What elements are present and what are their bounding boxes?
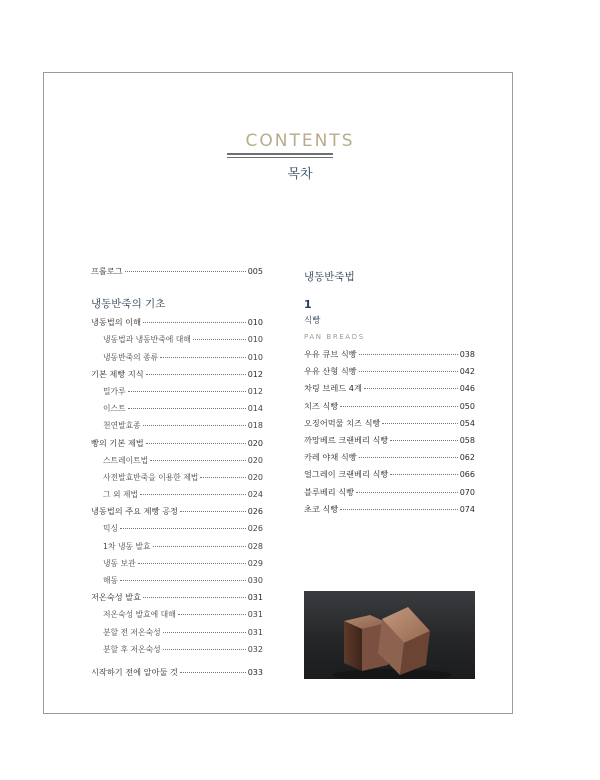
- chapter-title: 식빵: [304, 316, 321, 326]
- toc-entry[interactable]: [91, 420, 263, 437]
- leader-dots: [146, 443, 246, 444]
- toc-entry-label: 차링 브레드 4계: [304, 383, 362, 394]
- leader-dots: [390, 474, 457, 475]
- toc-entry[interactable]: [304, 366, 475, 383]
- toc-entry[interactable]: [91, 489, 263, 506]
- toc-entry[interactable]: [91, 334, 263, 351]
- toc-entry-label: 치즈 식빵: [304, 400, 339, 411]
- toc-entry-page: 038: [459, 350, 475, 359]
- toc-entry-page: 024: [247, 490, 263, 500]
- toc-entry-label: 천연발효종: [103, 421, 141, 431]
- toc-entry-label: 우유 큐브 식빵: [304, 349, 357, 359]
- toc-entry[interactable]: [91, 627, 263, 644]
- toc-entry[interactable]: [91, 386, 263, 403]
- toc-entry[interactable]: [304, 452, 475, 469]
- leader-dots: [163, 632, 246, 633]
- toc-entry[interactable]: [304, 383, 475, 400]
- toc-entry-prologue[interactable]: 프롤로그 005: [91, 266, 263, 276]
- leader-dots: [143, 322, 246, 323]
- toc-entry[interactable]: [91, 609, 263, 626]
- leader-dots: [160, 357, 246, 358]
- toc-entry-page: 012: [247, 369, 263, 379]
- toc-entry[interactable]: [304, 401, 475, 418]
- toc-entry-page: 058: [459, 435, 475, 445]
- toc-entry-label: 냉동법의 이해: [91, 317, 142, 328]
- toc-entry-page: 074: [459, 504, 475, 514]
- toc-entry[interactable]: [91, 541, 263, 558]
- section-title-frozen-dough: 냉동반죽법: [304, 270, 355, 283]
- toc-entry[interactable]: [91, 317, 263, 334]
- toc-entry-label: 기본 제빵 지식: [91, 368, 144, 379]
- toc-entry-page: 018: [247, 421, 263, 431]
- toc-entry-page: 031: [247, 610, 263, 620]
- toc-entry-page: 031: [247, 593, 263, 603]
- toc-entry-page: 042: [459, 367, 475, 377]
- toc-entry-page: 031: [247, 627, 263, 637]
- toc-entry-page: 026: [247, 524, 263, 534]
- chapter-title-english: PAN BREADS: [304, 333, 365, 341]
- toc-entry-label: 저온숙성 발효: [91, 592, 142, 603]
- toc-entry[interactable]: [91, 438, 263, 455]
- toc-entry-page: 010: [247, 335, 263, 345]
- toc-entry-label: 우유 산형 식빵: [304, 366, 357, 377]
- toc-entry[interactable]: [91, 455, 263, 472]
- toc-entry-label: 그 외 제법: [103, 490, 139, 500]
- contents-title: CONTENTS: [245, 131, 355, 151]
- toc-entry-page: 012: [247, 386, 263, 396]
- toc-entry-label: 해동: [103, 576, 119, 585]
- leader-dots: [120, 580, 246, 581]
- toc-entry[interactable]: [91, 403, 263, 420]
- chapter-number: 1: [304, 298, 312, 311]
- toc-entry[interactable]: [304, 435, 475, 452]
- toc-entry[interactable]: [91, 592, 263, 609]
- toc-entry[interactable]: [91, 352, 263, 369]
- leader-dots: [356, 492, 458, 493]
- toc-entry[interactable]: [91, 369, 263, 386]
- leader-dots: [382, 423, 457, 424]
- toc-entry-page: 029: [247, 558, 263, 568]
- toc-left-column: [91, 266, 263, 684]
- toc-entry-label: 오징어먹물 치즈 식빵: [304, 417, 381, 428]
- leader-dots: [180, 672, 246, 673]
- toc-entry[interactable]: [304, 504, 475, 521]
- toc-entry-label: 얼그레이 크랜베리 식빵: [304, 469, 389, 480]
- leader-dots: [193, 339, 246, 340]
- toc-entry-page: 030: [247, 576, 263, 585]
- leader-dots: [120, 528, 246, 529]
- toc-entry-page: 046: [459, 384, 475, 394]
- toc-entry-label: 냉동반죽의 종류: [103, 352, 159, 362]
- leader-dots: [125, 271, 246, 272]
- toc-entry-page: 032: [247, 644, 263, 654]
- toc-entry[interactable]: [91, 644, 263, 661]
- toc-entry-label: 카레 야채 식빵: [304, 452, 357, 463]
- contents-title-korean: 목차: [287, 167, 313, 182]
- leader-dots: [128, 391, 246, 392]
- toc-entry-label: 1차 냉동 발효: [103, 541, 151, 551]
- toc-entry-label: 까망베르 크랜베리 식빵: [304, 434, 389, 445]
- bread-cubes-icon: [304, 591, 475, 679]
- toc-entry[interactable]: [304, 349, 475, 366]
- toc-entry-label: 저온숙성 발효에 대해: [103, 610, 176, 620]
- toc-entry-page: 020: [247, 472, 263, 482]
- leader-dots: [178, 614, 246, 615]
- toc-right-list: [304, 349, 475, 521]
- leader-dots: [153, 546, 246, 547]
- toc-entry[interactable]: [91, 575, 263, 592]
- leader-dots: [138, 563, 246, 564]
- toc-entry-page: 062: [459, 453, 475, 463]
- toc-entry-page: 010: [247, 318, 263, 328]
- toc-entry[interactable]: [304, 418, 475, 435]
- toc-entry-label: 냉동 보관: [103, 558, 136, 568]
- toc-entry-page: 028: [247, 541, 263, 551]
- section-title-basics: 냉동반죽의 기초: [91, 297, 166, 310]
- leader-dots: [359, 354, 458, 355]
- toc-entry-page: 066: [459, 470, 475, 480]
- toc-entry-label: 블루베리 식빵: [304, 486, 355, 497]
- toc-entry-page: 020: [247, 438, 263, 448]
- leader-dots: [146, 374, 246, 375]
- leader-dots: [143, 597, 246, 598]
- leader-dots: [340, 406, 457, 407]
- toc-entry[interactable]: [91, 523, 263, 540]
- toc-entry-label: 사전발효반죽을 이용한 제법: [103, 472, 199, 482]
- leader-dots: [150, 460, 246, 461]
- toc-entry-page: 010: [247, 352, 263, 362]
- toc-entry-label: 스트레이트법: [103, 455, 149, 465]
- toc-entry[interactable]: [91, 472, 263, 489]
- toc-entry-page: 026: [247, 507, 263, 517]
- title-rule-thick: [227, 153, 333, 155]
- toc-entry-page: 050: [459, 401, 475, 411]
- leader-dots: [340, 509, 457, 510]
- toc-entry-label: 믹싱: [103, 524, 119, 534]
- toc-left-list: [91, 317, 263, 661]
- leader-dots: [359, 457, 458, 458]
- chocolate-cube-bread-photo: [304, 591, 475, 679]
- toc-right-column: [304, 266, 475, 521]
- toc-entry-page: 014: [247, 404, 263, 414]
- toc-entry-label: 냉동법과 냉동반죽에 대해: [103, 335, 191, 345]
- leader-dots: [364, 388, 458, 389]
- toc-entry-label: 냉동법의 주요 제빵 공정: [91, 506, 178, 517]
- toc-entry-label: 분할 전 저온숙성: [103, 627, 161, 637]
- leader-dots: [180, 511, 246, 512]
- leader-dots: [390, 440, 457, 441]
- toc-entry-label: 이스트: [103, 404, 126, 414]
- leader-dots: [128, 408, 246, 409]
- toc-entry-label: 분할 후 저온숙성: [103, 644, 161, 654]
- leader-dots: [163, 649, 246, 650]
- toc-entry-label: 초코 식빵: [304, 503, 339, 514]
- leader-dots: [359, 371, 458, 372]
- toc-entry[interactable]: [91, 558, 263, 575]
- leader-dots: [140, 494, 246, 495]
- toc-entry-page: 070: [459, 487, 475, 497]
- toc-entry[interactable]: [304, 469, 475, 486]
- toc-entry[interactable]: [91, 506, 263, 523]
- toc-entry-page: 054: [459, 418, 475, 428]
- toc-entry-label: 밀가루: [103, 386, 126, 396]
- toc-entry-label: 빵의 기본 제법: [91, 437, 144, 448]
- toc-entry[interactable]: [304, 487, 475, 504]
- toc-entry-closing[interactable]: 시작하기 전에 알아둘 것 033: [91, 666, 263, 677]
- title-rule-thin: [227, 157, 333, 158]
- leader-dots: [143, 425, 246, 426]
- leader-dots: [200, 477, 245, 478]
- toc-entry-page: 020: [247, 455, 263, 465]
